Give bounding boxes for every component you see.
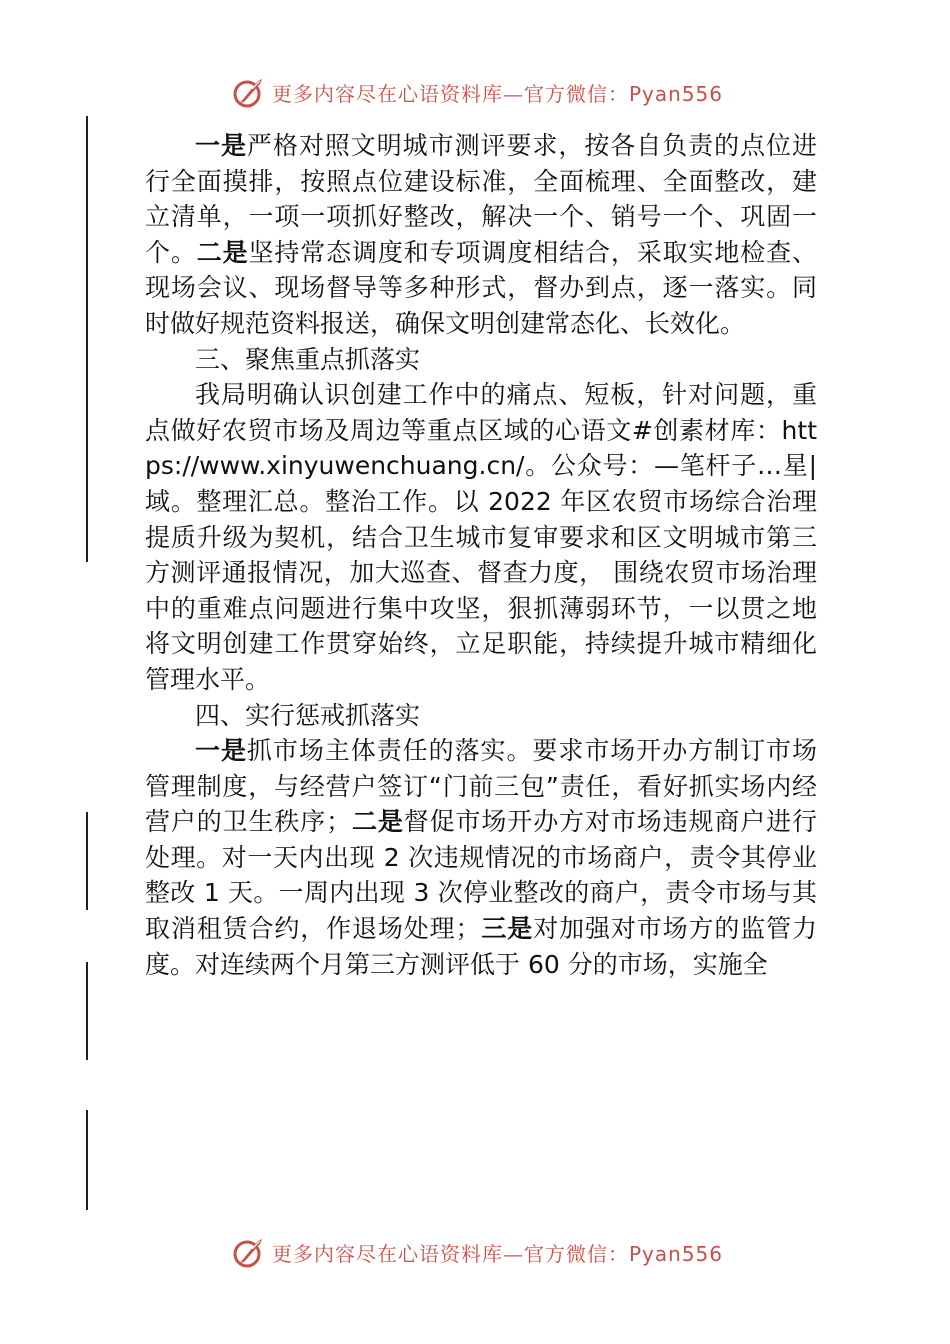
text-run: 坚持常态调度和专项调度相结合，采取实地检查、现场会议、现场督导等多种形式，督办到点，逐一落实。同时做好规范资料报送，确保文明创建常态化、长效化。 [145,237,817,338]
bold-lead: 二是 [351,807,404,837]
quill-logo-icon [232,1235,266,1269]
text-run: 三、聚焦重点抓落实 [195,344,421,374]
text-run: 对加强对市场方的监管力度。对连续两个月第三方测评低于 60 分的市场，实施全 [145,914,817,979]
text-run: 我局明确认识创建工作中的痛点、短板，针对问题，重点做好农贸市场及周边等重点区域的心语文#创素材库：https://www.xinyuwenchuang.cn/。公众号：—笔杆子…星|域。整理汇总。整治工作。以 2022 年区农贸市场综合治理提质升级为契机，结合卫生城市复审要求和区文明城市第三方测评通报情况，加大巡查、督查力度， 围绕农贸市场治理中的重难点问题进行集中攻坚，狠抓薄弱环节，一以贯之地将文明创建工作贯穿始终，立足职能，持续提升城市精细化管理水平。 [145,380,817,694]
margin-bar [86,962,88,1060]
watermark-text [272,78,723,107]
text-run: 督促市场开办方对市场违规商户进行处理。对一天内出现 2 次违规情况的市场商户，责令其停业整改 1 天。一周内出现 3 次停业整改的商户，责令市场与其取消租赁合约，作退场处理； [145,807,817,944]
watermark-separator: — [503,1241,524,1266]
watermark-wechat: Pyan556 [629,1241,724,1266]
section-heading [145,698,817,734]
text-run: 抓市场主体责任的落实。要求市场开办方制订市场管理制度，与经营户签订“门前三包”责任，看好抓实场内经营户的卫生秩序； [145,736,817,837]
watermark-wechat: Pyan556 [629,81,724,106]
watermark-separator: — [503,81,524,106]
watermark-main: 更多内容尽在心语资料库 [272,81,503,106]
watermark-main: 更多内容尽在心语资料库 [272,1241,503,1266]
text-run: 严格对照文明城市测评要求，按各自负责的点位进行全面摸排，按照点位建设标准，全面梳理、全面整改，建立清单，一项一项抓好整改，解决一个、销号一个、巩固一个。 [145,131,817,267]
bold-lead: 一是 [195,131,247,160]
paragraph [145,733,817,982]
document-body [145,128,817,982]
bold-lead: 三是 [480,914,534,944]
footer-watermark [0,1232,950,1272]
paragraph [145,377,817,697]
margin-bar [86,812,88,910]
watermark-label: 官方微信： [524,81,629,106]
margin-bar [86,1110,88,1210]
quill-logo-icon [232,75,266,109]
text-run: 四、实行惩戒抓落实 [195,700,421,730]
bold-lead: 二是 [196,237,249,267]
watermark-text [272,1238,723,1267]
watermark-label: 官方微信： [524,1241,629,1266]
paragraph [145,128,817,342]
margin-bar [86,116,88,562]
header-watermark [0,72,950,112]
section-heading [145,342,817,378]
bold-lead: 一是 [195,736,247,766]
